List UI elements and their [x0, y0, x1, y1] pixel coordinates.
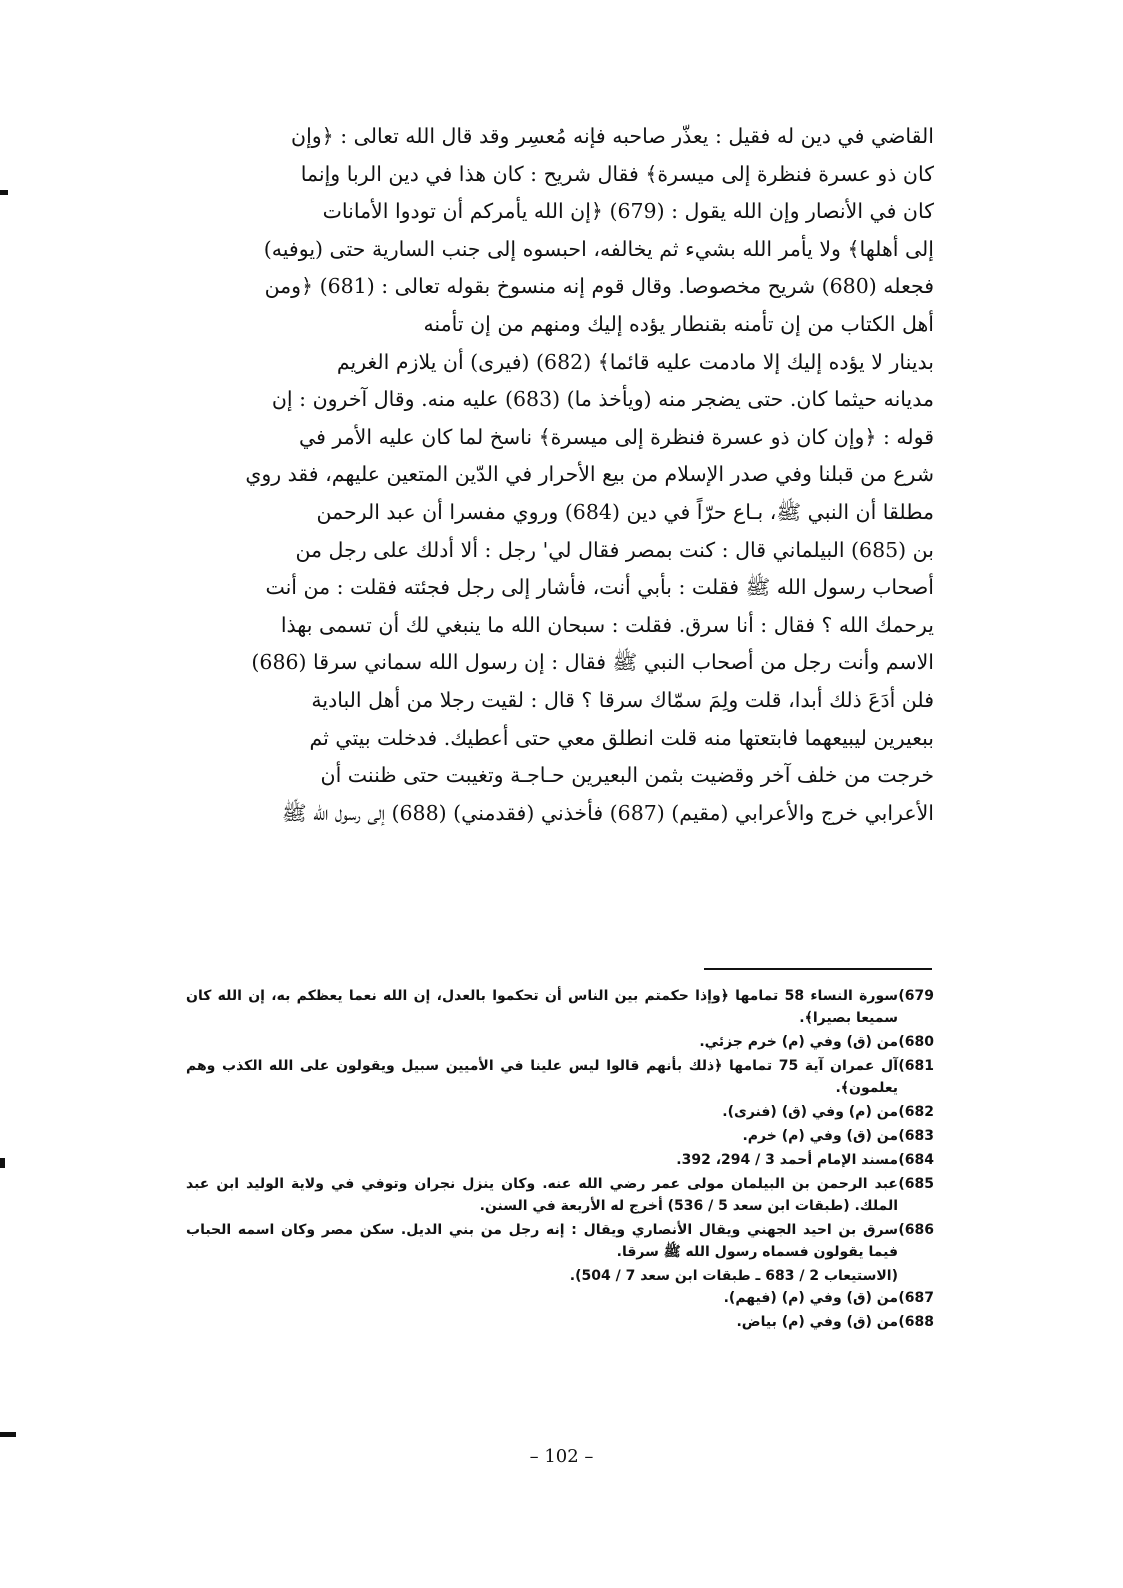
footnote-number: 686)	[898, 1222, 934, 1238]
footnote-reference: (الاستيعاب 2 / 683 ـ طبقات ابن سعد 7 / 504).	[569, 1268, 898, 1284]
body-text	[186, 118, 934, 832]
text-line: أهل الكتاب من إن تأمنه بقنطار يؤده إليك ومنهم من إن تأمنه	[423, 311, 934, 336]
footnote	[186, 1055, 934, 1099]
footnote-number: 679)	[898, 988, 934, 1004]
text-line: شرع من قبلنا وفي صدر الإسلام من بيع الأحرار في الدّين المتعين عليهم، فقد روي	[245, 462, 934, 487]
text-line: كان في الأنصار وإن الله يقول : (679) ﴿إن الله يأمركم أن تودوا الأمانات	[322, 199, 934, 224]
footnote-number: 682)	[898, 1104, 934, 1120]
footnote-separator	[704, 968, 932, 970]
text-line: كان ذو عسرة فنظرة إلى ميسرة﴾ فقال شريح : كان هذا في دين الربا وإنما	[300, 161, 934, 186]
scan-mark	[0, 1432, 16, 1437]
footnote	[186, 1101, 934, 1123]
footnote	[186, 1173, 934, 1217]
text-line: بدينار لا يؤده إليك إلا مادمت عليه قائما﴾ (682) (فيرى) أن يلازم الغريم	[336, 349, 934, 374]
footnote-number: 681)	[898, 1058, 934, 1074]
text-line: ببعيرين ليبيعهما فابتعتها منه قلت انطلق معي حتى أعطيك. فدخلت بيتي ثم	[309, 725, 934, 750]
footnote-number: 684)	[898, 1152, 934, 1168]
footnote-number: 687)	[898, 1290, 934, 1306]
footnote-text: من (ق) وفي (م) بياض.	[736, 1314, 898, 1330]
footnote-text: آل عمران آية 75 تمامها ﴿ذلك بأنهم قالوا ليس علينا في الأميين سبيل ويقولون على الله الكذب وهم يعلمون﴾.	[186, 1058, 898, 1096]
footnote-text: عبد الرحمن بن البيلمان مولى عمر رضي الله عنه. وكان ينزل نجران وتوفي في ولاية الوليد ابن عبد الملك. (طبقات ابن سعد 5 / 536) أخرج له الأربعة في السنن.	[186, 1176, 898, 1214]
text-line: الأعرابي خرج والأعرابي (مقيم) (687) فأخذني (فقدمني) (688) إلى رسول الله ﷺ	[281, 800, 934, 825]
footnote-number: 680)	[898, 1034, 934, 1050]
footnote-number: 688)	[898, 1314, 934, 1330]
text-line: مطلقا أن النبي ﷺ، بـاع حرّاً في دين (684) وروي مفسرا أن عبد الرحمن	[316, 499, 934, 524]
scan-mark	[0, 1158, 5, 1168]
footnote-number: 683)	[898, 1128, 934, 1144]
footnotes	[186, 985, 934, 1335]
footnote-text: مسند الإمام أحمد 3 / 294، 392.	[676, 1152, 898, 1168]
footnote	[186, 985, 934, 1029]
footnote-text: من (ق) وفي (م) (فيهم).	[723, 1290, 898, 1306]
text-line: قوله : ﴿وإن كان ذو عسرة فنظرة إلى ميسرة﴾ ناسخ لما كان عليه الأمر في	[298, 424, 934, 449]
footnote-text: من (م) وفي (ق) (فنرى).	[722, 1104, 898, 1120]
footnote-text: من (ق) وفي (م) خرم جزئي.	[699, 1034, 898, 1050]
footnote	[186, 1149, 934, 1171]
text-line: فلن أدَعَ ذلك أبدا، قلت ولِمَ سمّاك سرقا ؟ قال : لقيت رجلا من أهل البادية	[311, 687, 934, 712]
footnote	[186, 1031, 934, 1053]
text-line: إلى أهلها﴾ ولا يأمر الله بشيء ثم يخالفه، احبسوه إلى جنب السارية حتى (يوفيه)	[263, 236, 934, 261]
text-line: القاضي في دين له فقيل : يعذّر صاحبه فإنه مُعسِر وقد قال الله تعالى : ﴿وإن	[291, 124, 934, 148]
footnote-text: سرق بن احيد الجهني ويقال الأنصاري ويقال : إنه رجل من بني الديل. سكن مصر وكان اسمه الحباب فيما يقولون فسماه رسول الله ﷺ سرقا.	[186, 1222, 898, 1260]
page-number: – 102 –	[529, 1446, 594, 1467]
text-line: فجعله (680) شريح مخصوصا. وقال قوم إنه منسوخ بقوله تعالى : (681) ﴿ومن	[264, 274, 934, 299]
text-line: أصحاب رسول الله ﷺ فقلت : بأبي أنت، فأشار إلى رجل فجئته فقلت : من أنت	[265, 575, 934, 600]
footnote	[186, 1219, 934, 1263]
footnote-text: من (ق) وفي (م) خرم.	[742, 1128, 898, 1144]
footnote-text: سورة النساء 58 تمامها ﴿وإذا حكمتم بين الناس أن تحكموا بالعدل، إن الله نعما يعظكم به، إن الله كان سميعا بصيرا﴾.	[186, 988, 898, 1026]
footnote-number: 685)	[898, 1176, 934, 1192]
scan-mark	[0, 190, 8, 195]
text-line: يرحمك الله ؟ فقال : أنا سرق. فقلت : سبحان الله ما ينبغي لك أن تسمى بهذا	[280, 612, 934, 637]
text-line: الاسم وأنت رجل من أصحاب النبي ﷺ فقال : إن رسول الله سماني سرقا (686)	[251, 650, 934, 675]
footnote	[186, 1125, 934, 1147]
footnote	[186, 1311, 934, 1333]
text-line: بن (685) البيلماني قال : كنت بمصر فقال لي' رجل : ألا أدلك على رجل من	[295, 537, 934, 562]
text-line: خرجت من خلف آخر وقضيت بثمن البعيرين حـاجـة وتغيبت حتى ظننت أن	[320, 763, 934, 788]
footnote	[186, 1287, 934, 1309]
text-line: مديانه حيثما كان. حتى يضجر منه (ويأخذ ما) (683) عليه منه. وقال آخرون : إن	[271, 387, 934, 412]
